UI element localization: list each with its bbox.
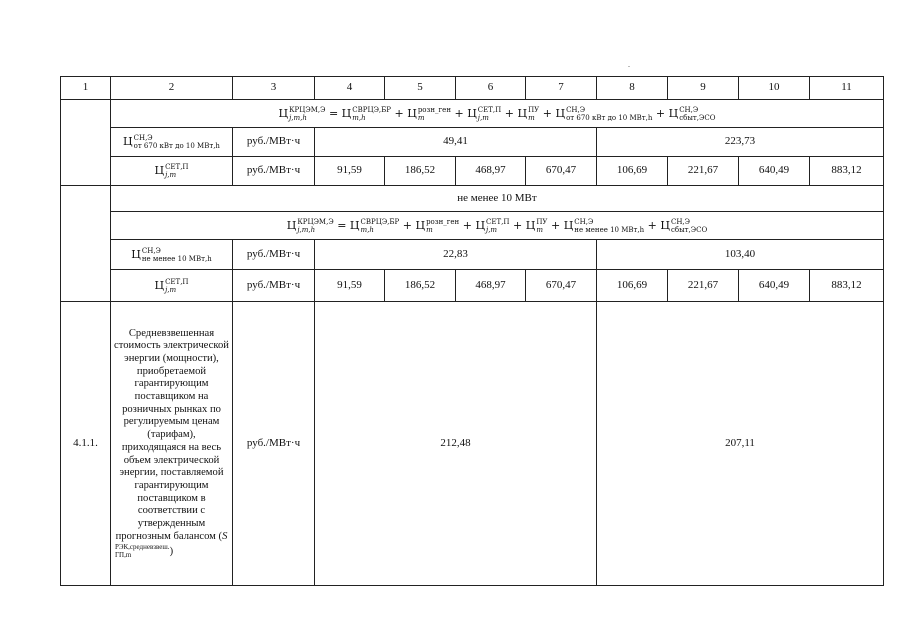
col-header: 8 bbox=[597, 77, 668, 100]
value-cell: 22,83 bbox=[315, 240, 597, 270]
table-row-4-1-1 bbox=[61, 302, 884, 586]
table-row-sn-10mw bbox=[61, 240, 884, 270]
row-label: Ц СЕТ,П j,m bbox=[111, 270, 233, 302]
col-header: 3 bbox=[233, 77, 315, 100]
tariff-table bbox=[60, 76, 884, 586]
formula-10mw: Ц КРЦЭМ,Э j,m,h = Ц СВРЦЭ,БР m,h + Ц розн_ген m + Ц СЕТ,П j,m + Ц ПУ m + Ц СН,Э не менее 10 МВт,h + Ц СН,Э сбыт,ЭСО bbox=[111, 212, 884, 240]
col-header: 10 bbox=[739, 77, 810, 100]
unit-cell: руб./МВт·ч bbox=[233, 270, 315, 302]
value-cell: 103,40 bbox=[597, 240, 884, 270]
col-header: 2 bbox=[111, 77, 233, 100]
table-row-sn-670 bbox=[61, 128, 884, 157]
item-symbol: (S РЭК,средневзвеш. ГП,m ) bbox=[115, 530, 228, 560]
value-cell: 207,11 bbox=[597, 302, 884, 586]
value-cell: 670,47 bbox=[526, 270, 597, 302]
value-cell: 91,59 bbox=[315, 157, 385, 186]
category-row bbox=[61, 186, 884, 212]
unit-cell: руб./МВт·ч bbox=[233, 128, 315, 157]
value-cell: 106,69 bbox=[597, 270, 668, 302]
col-header: 11 bbox=[810, 77, 884, 100]
col-header: 4 bbox=[315, 77, 385, 100]
value-cell: 640,49 bbox=[739, 270, 810, 302]
row-label: Ц СН,Э от 670 кВт до 10 МВт,h bbox=[111, 128, 233, 157]
value-cell: 883,12 bbox=[810, 157, 884, 186]
col-header: 7 bbox=[526, 77, 597, 100]
value-cell: 221,67 bbox=[668, 157, 739, 186]
formula-670kw-10mw: Ц КРЦЭМ,Э j,m,h = Ц СВРЦЭ,БР m,h + Ц розн_ген m + Ц СЕТ,П j,m + Ц ПУ m + Ц СН,Э от 670 кВт до 10 МВт,h + Ц СН,Э сбыт,ЭСО bbox=[111, 100, 884, 128]
value-cell: 468,97 bbox=[456, 270, 526, 302]
header-row bbox=[61, 77, 884, 100]
formula-row-1 bbox=[61, 100, 884, 128]
item-number: 4.1.1. bbox=[61, 302, 111, 586]
table-row-set-2 bbox=[61, 270, 884, 302]
row-label: Ц СН,Э не менее 10 МВт,h bbox=[111, 240, 233, 270]
col-header: 9 bbox=[668, 77, 739, 100]
empty-cell bbox=[61, 186, 111, 302]
value-cell: 49,41 bbox=[315, 128, 597, 157]
empty-cell bbox=[61, 100, 111, 186]
value-cell: 670,47 bbox=[526, 157, 597, 186]
row-label: Ц СЕТ,П j,m bbox=[111, 157, 233, 186]
value-cell: 91,59 bbox=[315, 270, 385, 302]
value-cell: 186,52 bbox=[385, 157, 456, 186]
value-cell: 221,67 bbox=[668, 270, 739, 302]
unit-cell: руб./МВт·ч bbox=[233, 240, 315, 270]
col-header: 1 bbox=[61, 77, 111, 100]
value-cell: 640,49 bbox=[739, 157, 810, 186]
value-cell: 883,12 bbox=[810, 270, 884, 302]
value-cell: 468,97 bbox=[456, 157, 526, 186]
value-cell: 223,73 bbox=[597, 128, 884, 157]
formula-row-2 bbox=[61, 212, 884, 240]
unit-cell: руб./МВт·ч bbox=[233, 157, 315, 186]
col-header: 6 bbox=[456, 77, 526, 100]
scan-speck bbox=[628, 66, 630, 67]
unit-cell: руб./МВт·ч bbox=[233, 302, 315, 586]
value-cell: 106,69 bbox=[597, 157, 668, 186]
col-header: 5 bbox=[385, 77, 456, 100]
category-label: не менее 10 МВт bbox=[111, 186, 884, 212]
value-cell: 212,48 bbox=[315, 302, 597, 586]
item-description: Средневзвешенная стоимость электрической энергии (мощности), приобретаемой гарантирующим поставщиком на розничных рынках по регулируемым ценам (тарифам), приходящаяся на весь объем электрической энергии, поставляемой гарантирующим поставщиком в соответствии с утвержденным прогнозным балансом (S РЭК,средневзвеш. ГП,m ) bbox=[111, 302, 233, 586]
table-row-set-1 bbox=[61, 157, 884, 186]
value-cell: 186,52 bbox=[385, 270, 456, 302]
